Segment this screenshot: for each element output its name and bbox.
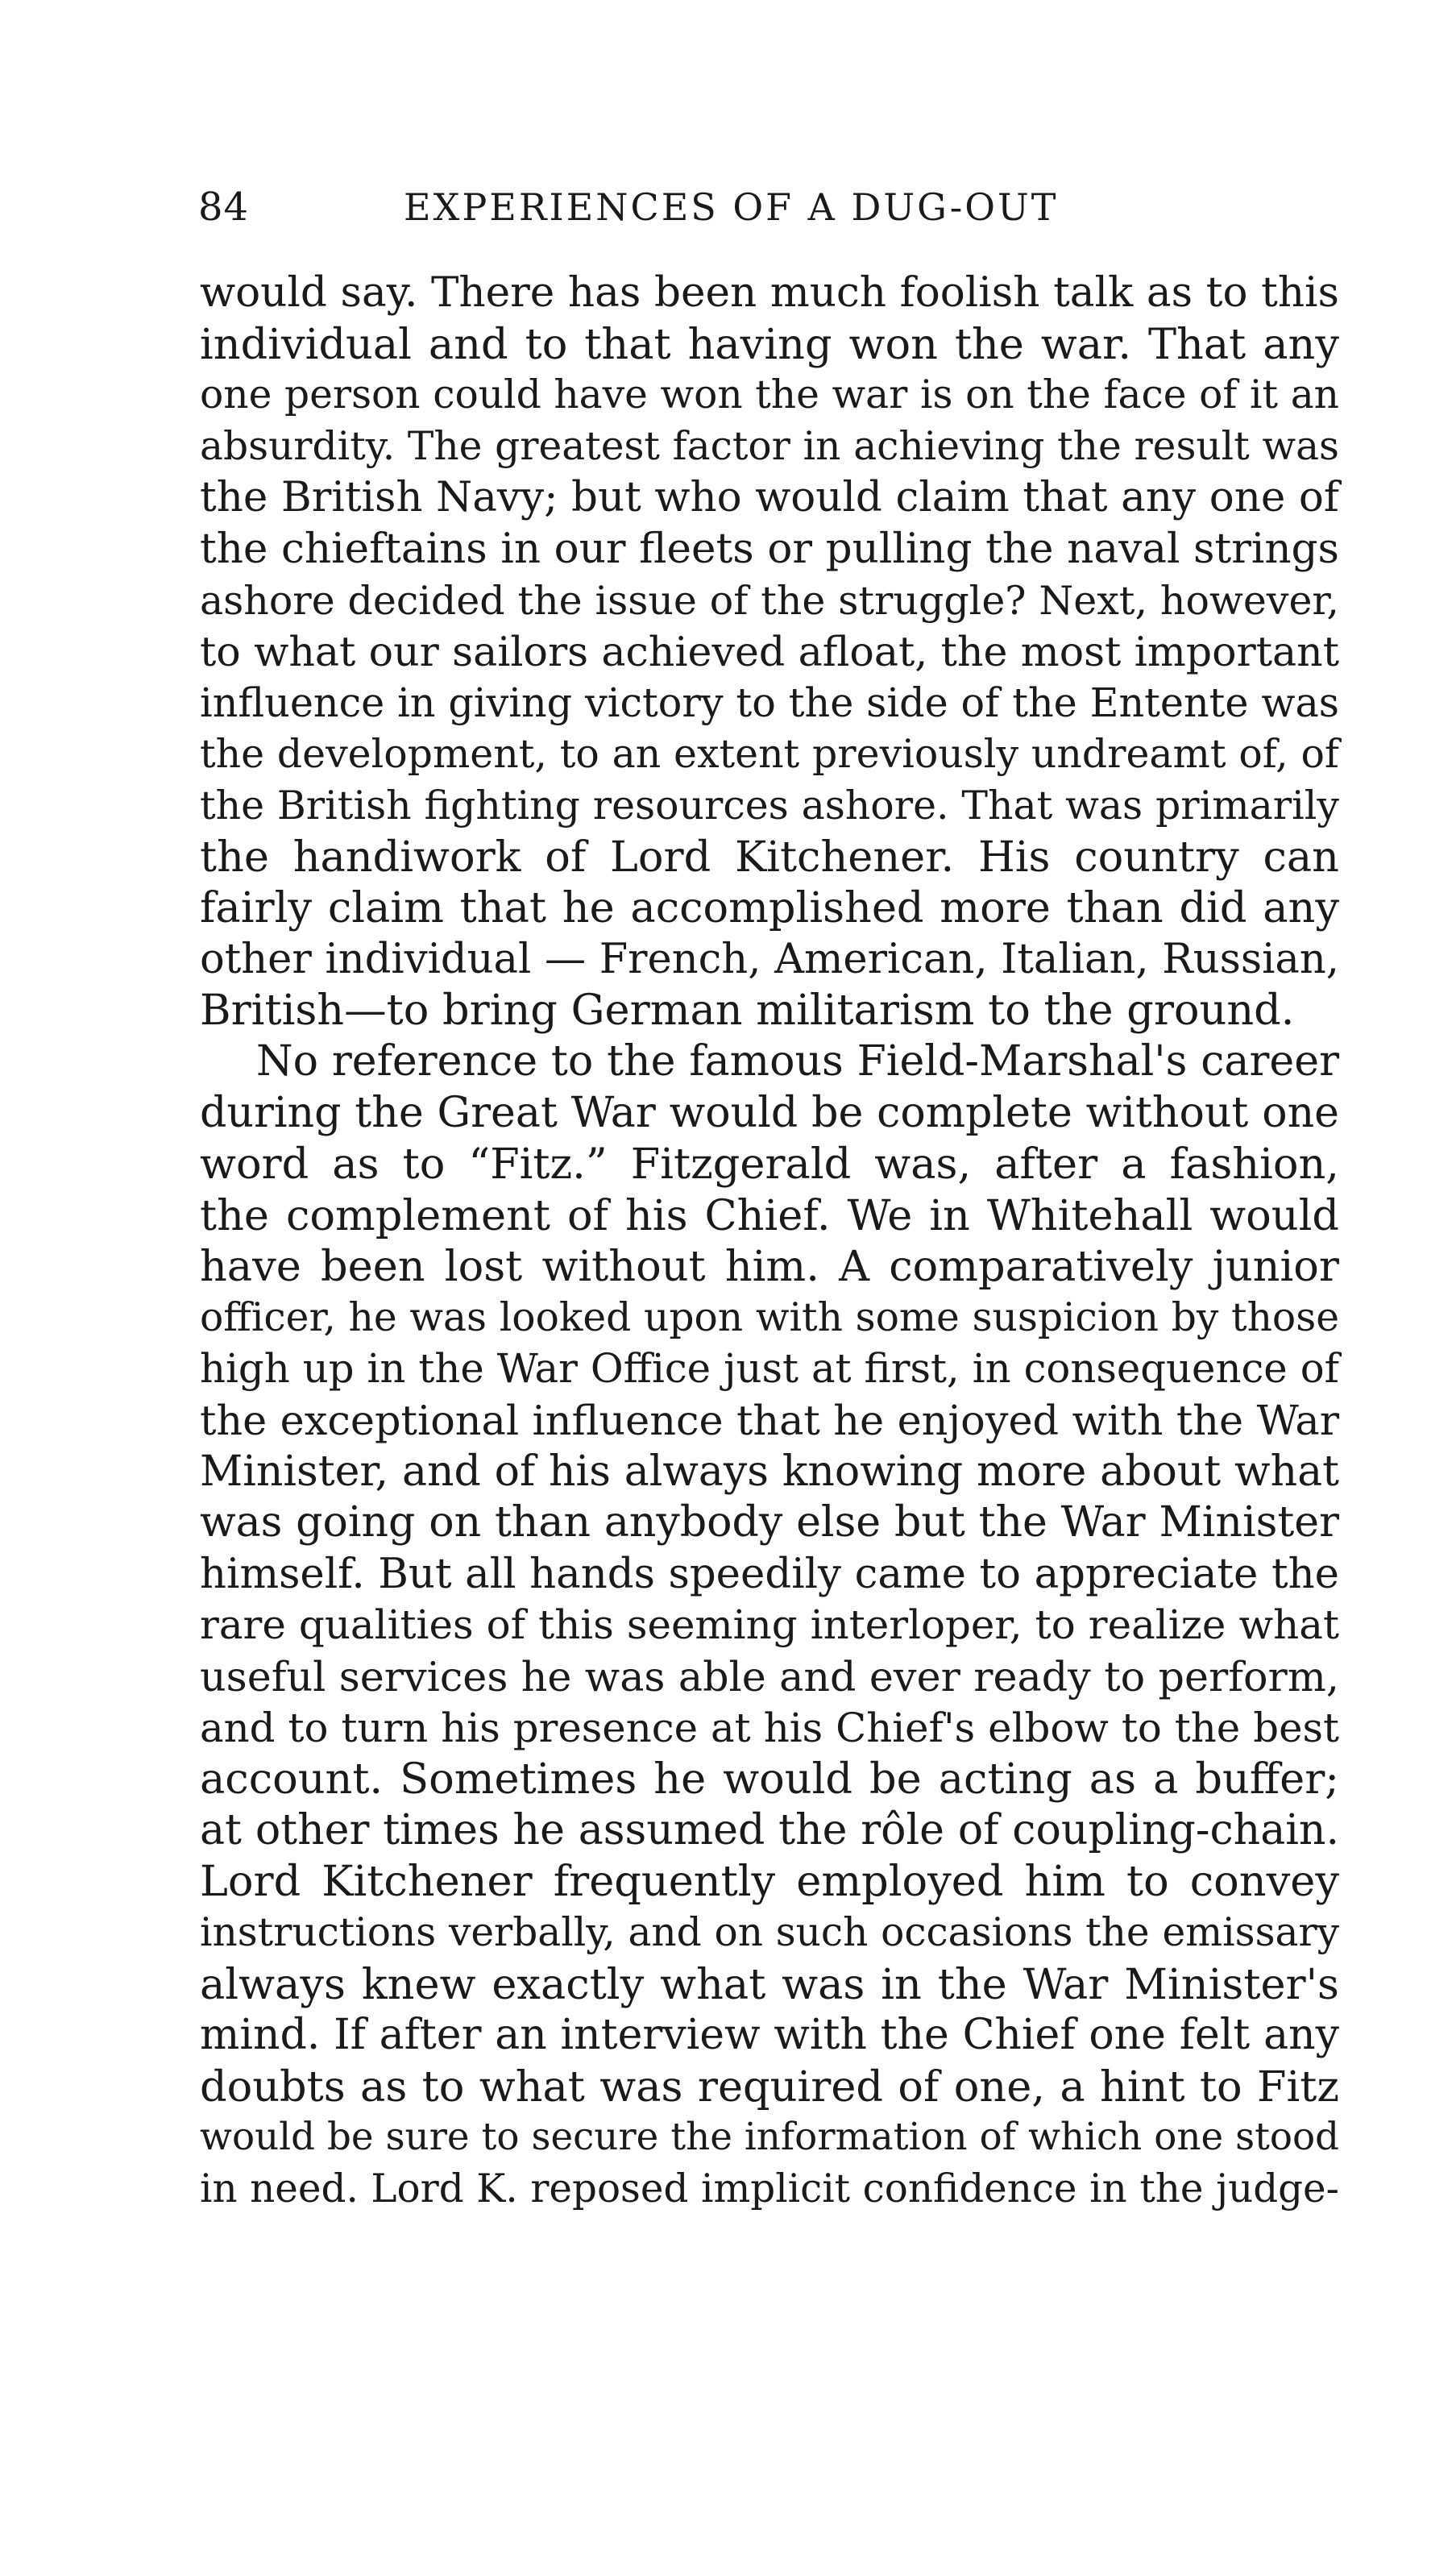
text-line: the handiwork of Lord Kitchener. His country can [200,832,1339,882]
text-line: Lord Kitchener frequently employed him to convey [200,1857,1339,1907]
text-line: account. Sometimes he would be acting as a buffer; [200,1755,1339,1804]
text-line: was going on than anybody else but the War Minister [200,1498,1339,1547]
paragraph-end-line: British—to bring German militarism to the ground. [200,986,1295,1036]
paragraph-start-line: No reference to the famous Field-Marshal's career [256,1036,1339,1086]
text-line: would say. There has been much foolish talk as to this [200,268,1339,317]
text-line: the exceptional influence that he enjoyed with the War [200,1397,1339,1445]
text-line: influence in giving victory to the side of the Entente was [200,679,1339,726]
text-line: Minister, and of his always knowing more about what [200,1447,1339,1496]
text-line: in need. Lord K. reposed implicit confidence in the judge- [200,2166,1339,2211]
text-line: the chieftains in our fleets or pulling the naval strings [200,524,1339,573]
text-line: one person could have won the war is on the face of it an [200,372,1339,418]
text-line: would be sure to secure the information of which one stood [200,2116,1339,2160]
text-line: have been lost without him. A comparatively junior [200,1242,1339,1292]
text-line: and to turn his presence at his Chief's elbow to the best [200,1704,1339,1751]
text-line: the British Navy; but who would claim that any one of [200,473,1339,522]
text-line: instructions verbally, and on such occasions the emissary [200,1910,1339,1955]
running-head [198,179,1338,235]
text-line: to what our sailors achieved afloat, the most important [200,628,1339,676]
text-line: high up in the War Office just at first, in consequence of [200,1345,1339,1393]
text-line: individual and to that having won the war. That any [200,319,1339,369]
text-line: word as to “Fitz.” Fitzgerald was, after a fashion, [200,1140,1339,1190]
running-title: EXPERIENCES OF A DUG-OUT [404,185,1059,229]
text-line: the development, to an extent previously undreamt of, of [200,731,1339,778]
page-number: 84 [198,185,250,230]
text-line: fairly claim that he accomplished more than did any [200,883,1339,933]
text-line: other individual — French, American, Italian, Russian, [200,935,1339,983]
text-line: ashore decided the issue of the struggle? Next, however, [200,577,1339,624]
text-line: at other times he assumed the rôle of coupling-chain. [200,1805,1339,1854]
text-line: the British fighting resources ashore. That was primarily [200,782,1339,828]
text-line: mind. If after an interview with the Chief one felt any [200,2011,1339,2060]
text-line: the complement of his Chief. We in Whitehall would [200,1190,1339,1240]
text-line: during the Great War would be complete without one [200,1088,1339,1137]
text-line: himself. But all hands speedily came to appreciate the [200,1549,1339,1598]
text-line: absurdity. The greatest factor in achieving the result was [200,423,1339,469]
text-line: rare qualities of this seeming interloper, to realize what [200,1601,1339,1649]
text-line: always knew exactly what was in the War Minister's [200,1959,1339,2009]
text-line: doubts as to what was required of one, a hint to Fitz [200,2062,1339,2112]
text-line: useful services he was able and ever ready to perform, [200,1653,1339,1701]
text-line: officer, he was looked upon with some suspicion by those [200,1294,1339,1340]
body-text [200,268,1339,2216]
